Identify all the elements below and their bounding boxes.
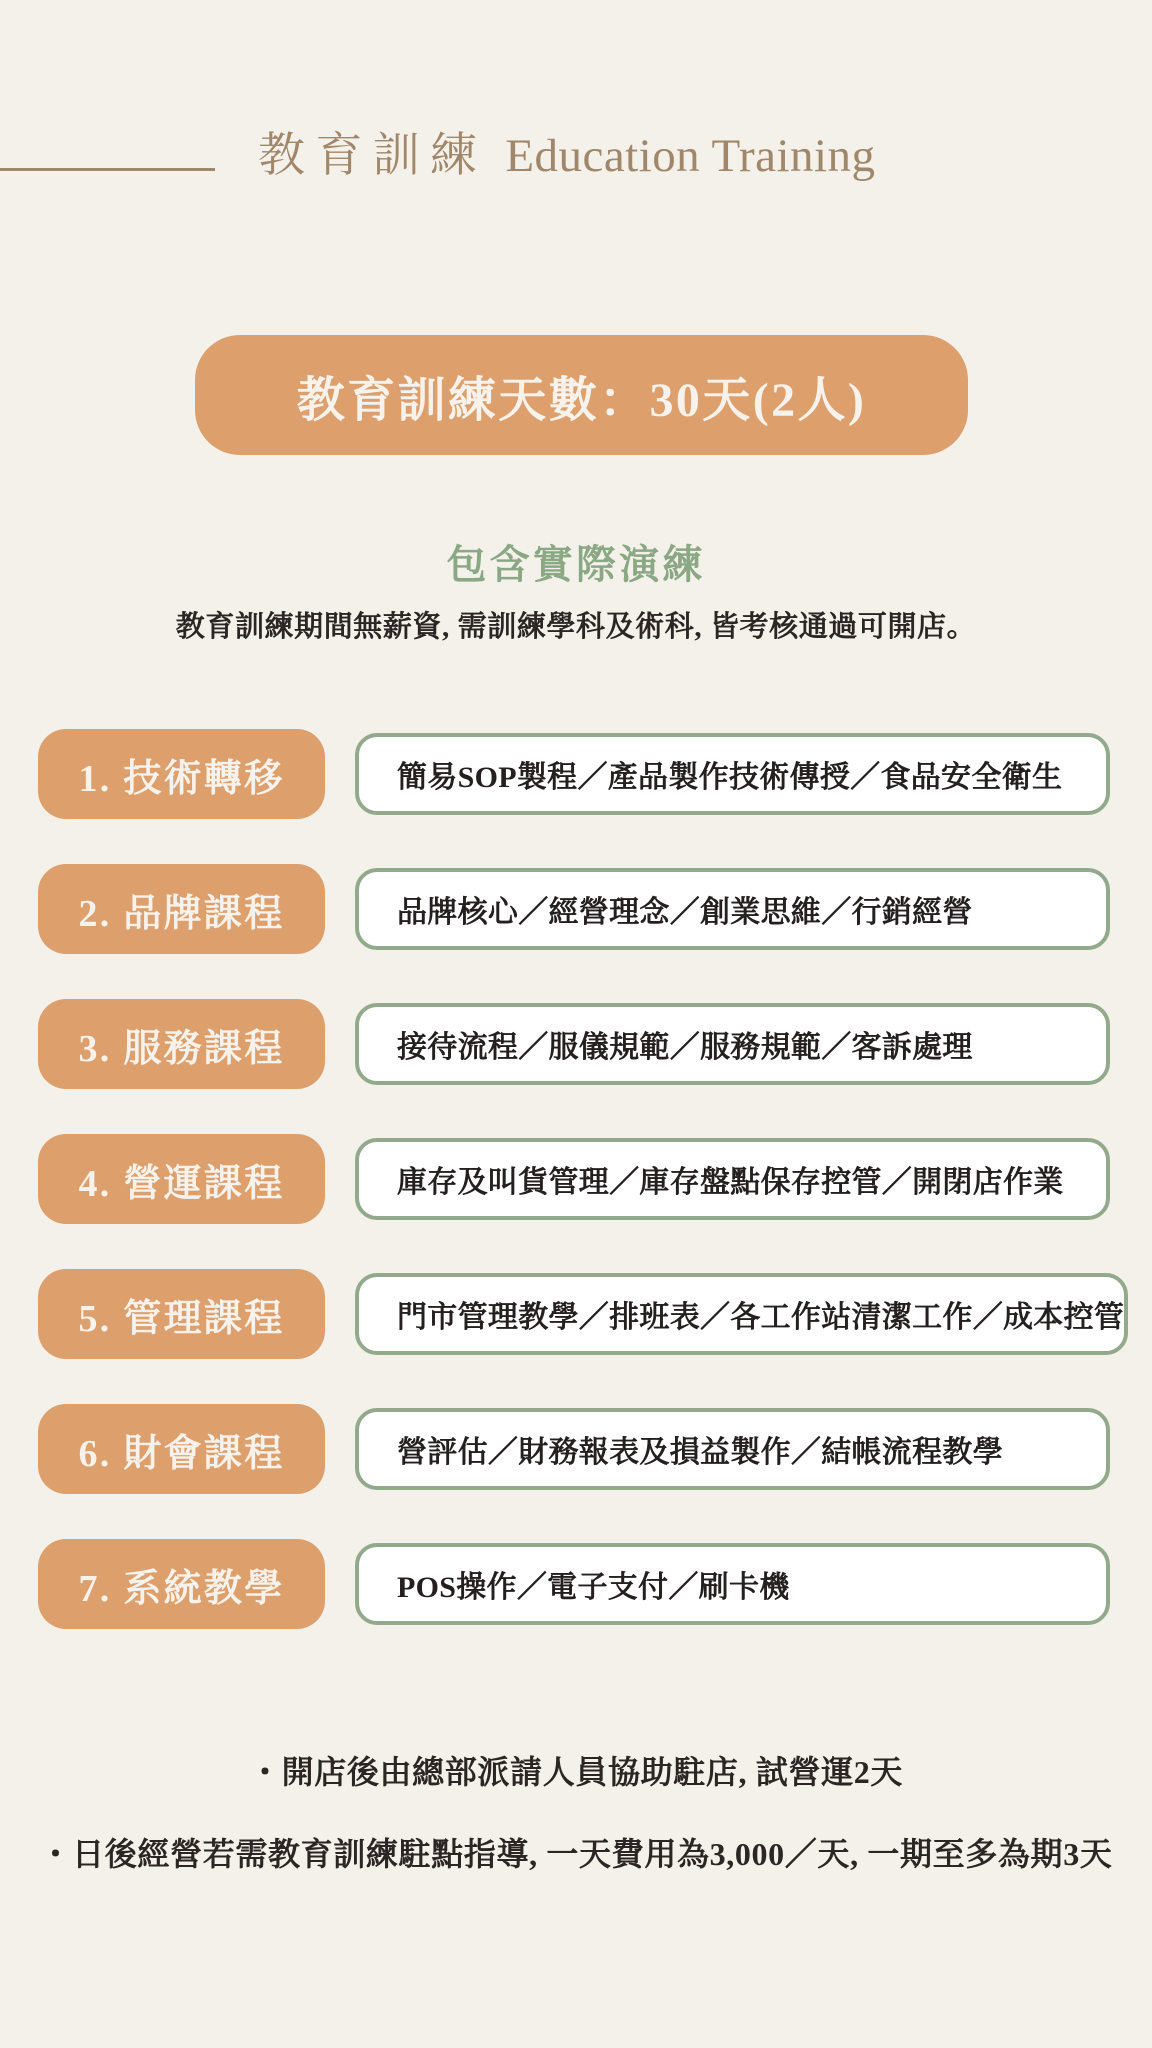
course-pill-1 xyxy=(38,729,325,819)
course-box-5 xyxy=(355,1273,1128,1355)
course-pill-3 xyxy=(38,999,325,1089)
intro-note: 教育訓練期間無薪資, 需訓練學科及術科, 皆考核通過可開店。 xyxy=(175,611,977,643)
course-detail-6: 營評估／財務報表及損益製作／結帳流程教學 xyxy=(397,1436,1003,1469)
course-pill-4 xyxy=(38,1134,325,1224)
header-divider-line xyxy=(0,168,215,171)
course-pill-6 xyxy=(38,1404,325,1494)
course-box-6 xyxy=(355,1408,1110,1490)
intro-heading: 包含實際演練 xyxy=(446,542,706,587)
training-days-banner xyxy=(195,335,968,455)
course-pill-label-5: 5. 管理課程 xyxy=(78,1297,285,1340)
footnote-2: ・日後經營若需教育訓練駐點指導, 一天費用為3,000／天, 一期至多為期3天 xyxy=(39,1836,1113,1872)
course-box-7 xyxy=(355,1543,1110,1625)
course-row-2 xyxy=(38,864,1110,954)
page-title-en: Education Training xyxy=(505,130,876,182)
page-title xyxy=(258,118,875,185)
course-detail-7: POS操作／電子支付／刷卡機 xyxy=(397,1571,790,1604)
course-detail-5: 門市管理教學／排班表／各工作站清潔工作／成本控管 xyxy=(397,1301,1125,1334)
course-row-1 xyxy=(38,729,1110,819)
header xyxy=(0,0,1152,190)
course-pill-label-1: 1. 技術轉移 xyxy=(78,757,285,800)
course-row-6 xyxy=(38,1404,1110,1494)
course-box-3 xyxy=(355,1003,1110,1085)
course-row-4 xyxy=(38,1134,1110,1224)
course-row-5 xyxy=(38,1269,1125,1359)
training-days-banner-text: 教育訓練天數：30天(2人) xyxy=(296,373,867,427)
course-pill-label-6: 6. 財會課程 xyxy=(78,1432,285,1475)
course-detail-4: 庫存及叫貨管理／庫存盤點保存控管／開閉店作業 xyxy=(397,1166,1064,1199)
course-pill-5 xyxy=(38,1269,325,1359)
course-box-4 xyxy=(355,1138,1110,1220)
course-pill-label-4: 4. 營運課程 xyxy=(78,1162,285,1205)
course-pill-label-7: 7. 系統教學 xyxy=(78,1567,285,1610)
course-detail-2: 品牌核心／經營理念／創業思維／行銷經營 xyxy=(397,896,973,929)
course-pill-label-2: 2. 品牌課程 xyxy=(78,892,285,935)
course-detail-1: 簡易SOP製程／產品製作技術傳授／食品安全衛生 xyxy=(397,761,1063,794)
course-list xyxy=(0,729,1152,1629)
course-pill-2 xyxy=(38,864,325,954)
footnote-1: ・開店後由總部派請人員協助駐店, 試營運2天 xyxy=(248,1754,904,1790)
course-detail-3: 接待流程／服儀規範／服務規範／客訴處理 xyxy=(397,1031,973,1064)
course-row-3 xyxy=(38,999,1110,1089)
page-title-zh: 教育訓練 xyxy=(258,130,488,182)
course-row-7 xyxy=(38,1539,1110,1629)
footnotes xyxy=(0,1747,1152,1875)
course-box-2 xyxy=(355,868,1110,950)
course-pill-label-3: 3. 服務課程 xyxy=(78,1027,285,1070)
course-pill-7 xyxy=(38,1539,325,1629)
intro-section xyxy=(0,533,1152,645)
course-box-1 xyxy=(355,733,1110,815)
